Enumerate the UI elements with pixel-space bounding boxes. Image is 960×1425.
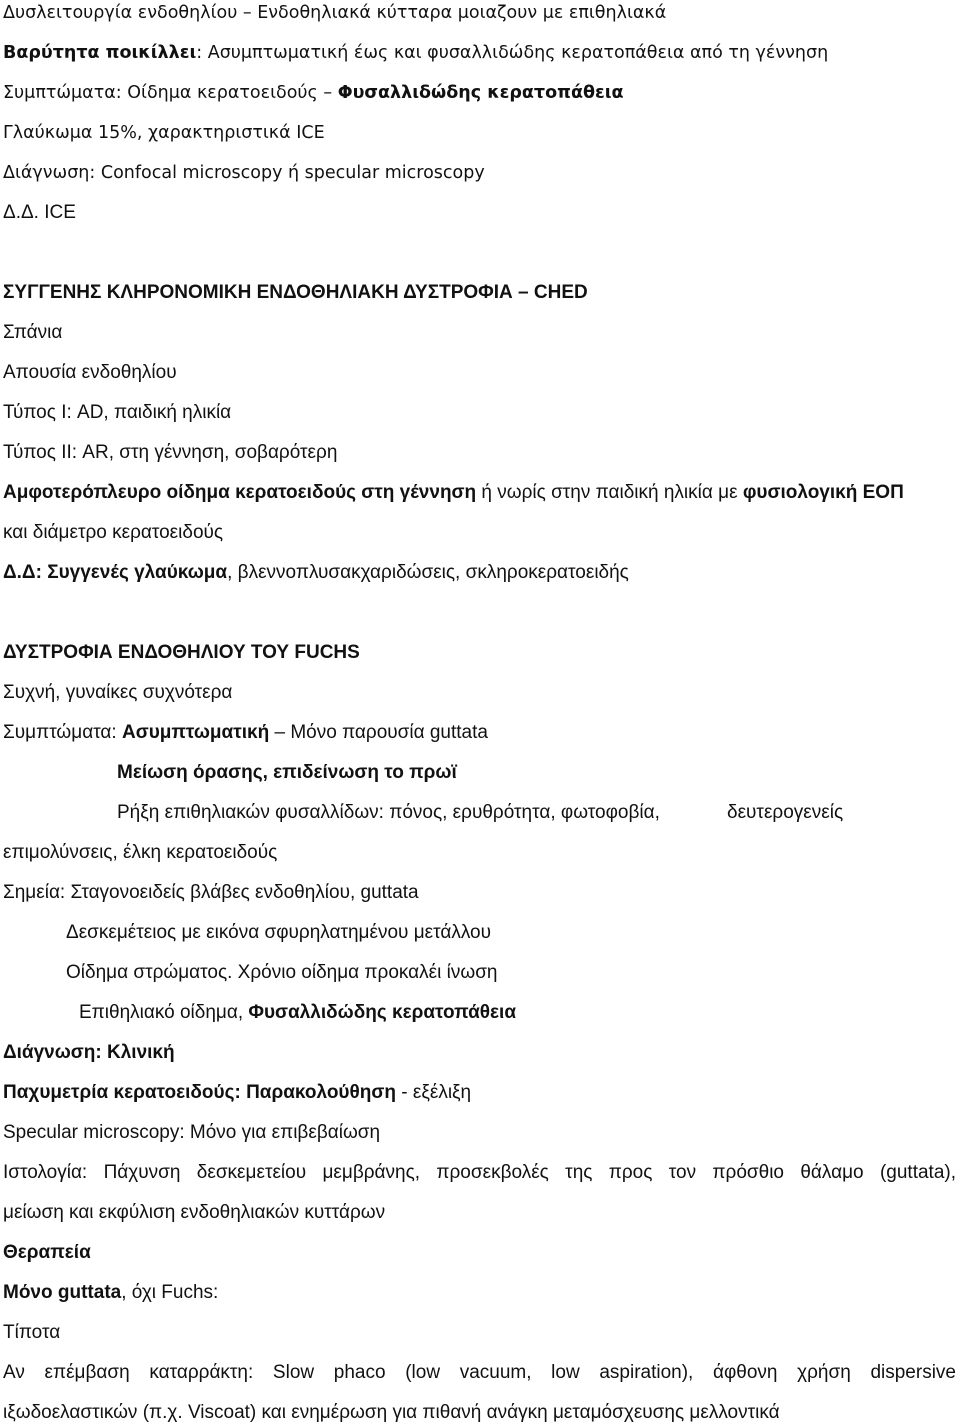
text-span: : Ασυμπτωματική έως και φυσαλλιδώδης κερατοπάθεια από τη γέννηση	[196, 43, 829, 63]
text-line: Θεραπεία	[3, 1242, 91, 1263]
text-line	[3, 1081, 956, 1105]
text-line: ιξωδοελαστικών (π.χ. Viscoat) και ενημέρωση για πιθανή ανάγκη μεταμόσχευσης μελλοντικά	[3, 1402, 780, 1423]
text-line: Αν επέμβαση καταρράκτη: Slow phaco (low vacuum, low aspiration), άφθονη χρήση dispersive	[3, 1362, 956, 1383]
text-line: Μείωση όρασης, επιδείνωση το πρωϊ	[117, 762, 457, 783]
bold-term: Δ.Δ: Συγγενές γλαύκωμα	[3, 562, 228, 583]
text-line: Δ.Δ. ICE	[3, 202, 76, 223]
text-line	[3, 81, 956, 105]
text-line: Σημεία: Σταγονοειδείς βλάβες ενδοθηλίου, guttata	[3, 882, 419, 903]
text-line	[3, 561, 956, 585]
text-line: Διάγνωση: Κλινική	[3, 1042, 175, 1063]
bold-term: Μόνο guttata	[3, 1282, 122, 1303]
text-line: επιμολύνσεις, έλκη κερατοειδούς	[3, 842, 278, 863]
text-line: Specular microscopy: Μόνο για επιβεβαίωση	[3, 1122, 381, 1143]
text-line: Ρήξη επιθηλιακών φυσαλλίδων: πόνος, ερυθρότητα, φωτοφοβία,	[117, 802, 660, 823]
section-heading: ΣΥΓΓΕΝΗΣ ΚΛΗΡΟΝΟΜΙΚΗ ΕΝΔΟΘΗΛΙΑΚΗ ΔΥΣΤΡΟΦΙΑ – CHED	[3, 282, 588, 303]
text-span: Συμπτώματα: Οίδημα κερατοειδούς –	[3, 83, 338, 103]
text-line: Τύπος ΙΙ: AR, στη γέννηση, σοβαρότερη	[3, 442, 338, 463]
text-line: Σπάνια	[3, 322, 63, 343]
text-line: Δεσκεμέτειος με εικόνα σφυρηλατημένου μετάλλου	[66, 922, 492, 943]
text-line	[79, 1001, 956, 1025]
text-span: Συμπτώματα:	[3, 722, 122, 743]
bold-term: Φυσαλλιδώδης κερατοπάθεια	[248, 1002, 517, 1023]
text-line: μείωση και εκφύλιση ενδοθηλιακών κυττάρων	[3, 1202, 386, 1223]
text-line	[3, 481, 956, 505]
text-line: Τίποτα	[3, 1322, 61, 1343]
text-span: ή νωρίς στην παιδική ηλικία με	[476, 482, 743, 503]
text-line: και διάμετρο κερατοειδούς	[3, 522, 224, 543]
text-line: Διάγνωση: Confocal microscopy ή specular microscopy	[3, 163, 485, 183]
text-line: Απουσία ενδοθηλίου	[3, 362, 177, 383]
bold-term: Βαρύτητα ποικίλλει	[3, 43, 197, 63]
text-span: , όχι Fuchs:	[121, 1282, 219, 1303]
text-span: Επιθηλιακό οίδημα,	[79, 1002, 249, 1023]
bold-term: Παχυμετρία κερατοειδούς: Παρακολούθηση	[3, 1082, 396, 1103]
text-span: – Μόνο παρουσία guttata	[269, 722, 488, 743]
text-line: Ιστολογία: Πάχυνση δεσκεμετείου μεμβράνης, προσεκβολές της προς τον πρόσθιο θάλαμο (guttata),	[3, 1162, 956, 1183]
section-heading: ΔΥΣΤΡΟΦΙΑ ΕΝΔΟΘΗΛΙΟΥ ΤΟΥ FUCHS	[3, 642, 360, 663]
text-line: Γλαύκωμα 15%, χαρακτηριστικά ICE	[3, 123, 325, 143]
text-line: Οίδημα στρώματος. Χρόνιο οίδημα προκαλέι ίνωση	[66, 962, 498, 983]
bold-term: Ασυμπτωματική	[121, 722, 270, 743]
text-span: , βλεννοπλυσακχαριδώσεις, σκληροκερατοειδής	[227, 562, 629, 583]
text-span: - εξέλιξη	[395, 1082, 472, 1103]
text-line: Δυσλειτουργία ενδοθηλίου – Ενδοθηλιακά κύτταρα μοιαζουν με επιθηλιακά	[3, 3, 667, 23]
bold-term: Φυσαλλιδώδης κερατοπάθεια	[337, 83, 624, 103]
text-line	[3, 41, 956, 65]
text-line	[3, 721, 956, 745]
bold-term: Αμφοτερόπλευρο οίδημα κερατοειδούς στη γέννηση	[3, 482, 477, 503]
text-line: δευτερογενείς	[727, 802, 844, 823]
text-line: Τύπος Ι: AD, παιδική ηλικία	[3, 402, 232, 423]
bold-term: φυσιολογική ΕΟΠ	[742, 482, 904, 503]
text-line	[3, 1281, 956, 1305]
text-line: Συχνή, γυναίκες συχνότερα	[3, 682, 233, 703]
